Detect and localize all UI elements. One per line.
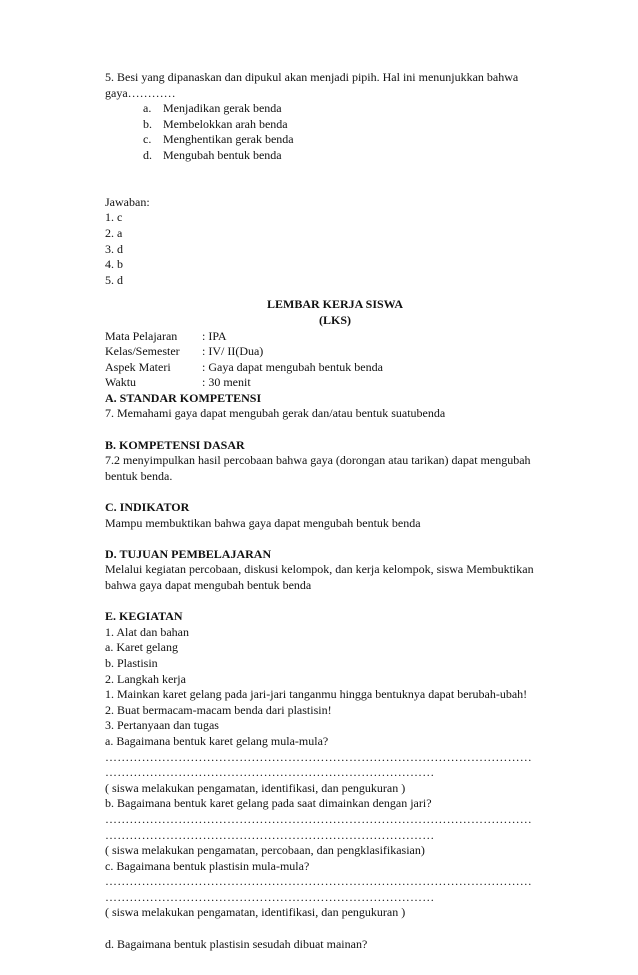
info-value: : 30 menit <box>202 375 251 390</box>
section-a-heading: A. STANDAR KOMPETENSI <box>105 390 262 405</box>
info-key: Aspek Materi <box>105 359 171 374</box>
option-d <box>105 148 565 164</box>
answer-dots: ……………………………………………………………………… <box>105 827 435 842</box>
answer-item: 4. b <box>105 257 123 272</box>
option-label: c. <box>143 132 152 147</box>
lks-title: LEMBAR KERJA SISWA <box>266 297 404 312</box>
answer-dots: …………………………………………………………………………………………… <box>105 811 532 826</box>
section-d-heading: D. TUJUAN PEMBELAJARAN <box>105 546 272 561</box>
answer-item: 5. d <box>105 272 123 287</box>
question-note: ( siswa melakukan pengamatan, identifikasi, dan pengukuran ) <box>105 780 406 795</box>
section-e-heading: E. KEGIATAN <box>105 609 183 624</box>
question-5-line1: 5. Besi yang dipanaskan dan dipukul akan menjadi pipih. Hal ini menunjukkan bahwa <box>105 70 519 84</box>
info-value: : IV/ II(Dua) <box>202 344 264 359</box>
activity-line: b. Plastisin <box>105 655 158 670</box>
info-row <box>105 360 565 376</box>
answer-item: 2. a <box>105 225 123 240</box>
activity-line: 1. Mainkan karet gelang pada jari-jari tanganmu hingga bentuknya dapat berubah-ubah! <box>105 687 528 702</box>
section-c-heading: C. INDIKATOR <box>105 500 190 515</box>
question-a: a. Bagaimana bentuk karet gelang mula-mula? <box>105 733 329 748</box>
question-note: ( siswa melakukan pengamatan, percobaan, dan pengklasifikasian) <box>105 843 425 858</box>
activity-line: 1. Alat dan bahan <box>105 624 189 639</box>
option-label: a. <box>143 101 152 116</box>
option-label: b. <box>143 116 152 131</box>
info-value: : IPA <box>202 328 227 343</box>
section-a-text: 7. Memahami gaya dapat mengubah gerak dan/atau bentuk suatubenda <box>105 406 446 421</box>
activity-line: 3. Pertanyaan dan tugas <box>105 718 219 733</box>
option-text: Mengubah bentuk benda <box>163 147 282 162</box>
lks-subtitle: (LKS) <box>318 312 351 327</box>
answer-dots: …………………………………………………………………………………………… <box>105 749 532 764</box>
section-b-line1: 7.2 menyimpulkan hasil percobaan bahwa gaya (dorongan atau tarikan) dapat mengubah <box>105 453 531 468</box>
document-page <box>105 70 565 952</box>
option-c <box>105 132 565 148</box>
activity-line: 2. Buat bermacam-macam benda dari plastisin! <box>105 702 332 717</box>
answer-item: 3. d <box>105 241 123 256</box>
option-text: Membelokkan arah benda <box>163 116 288 131</box>
question-note: ( siswa melakukan pengamatan, identifikasi, dan pengukuran ) <box>105 905 406 920</box>
question-b: b. Bagaimana bentuk karet gelang pada saat dimainkan dengan jari? <box>105 796 432 811</box>
question-d: d. Bagaimana bentuk plastisin sesudah dibuat mainan? <box>105 936 368 951</box>
answer-dots: ……………………………………………………………………… <box>105 765 435 780</box>
option-a <box>105 101 565 117</box>
info-key: Kelas/Semester <box>105 344 180 359</box>
section-b-line2: bentuk benda. <box>105 468 173 483</box>
section-c-text: Mampu membuktikan bahwa gaya dapat mengubah bentuk benda <box>105 515 421 530</box>
info-row <box>105 344 565 360</box>
info-row <box>105 329 565 345</box>
info-key: Waktu <box>105 375 137 390</box>
activity-line: a. Karet gelang <box>105 640 178 655</box>
option-label: d. <box>143 147 152 162</box>
info-key: Mata Pelajaran <box>105 328 178 343</box>
option-text: Menjadikan gerak benda <box>163 101 282 116</box>
question-5-line2: gaya………… <box>105 85 176 100</box>
section-d-line1: Melalui kegiatan percobaan, diskusi kelompok, dan kerja kelompok, siswa Membuktikan <box>105 562 534 577</box>
answer-dots: …………………………………………………………………………………………… <box>105 874 532 889</box>
option-text: Menghentikan gerak benda <box>163 132 294 147</box>
answer-dots: ……………………………………………………………………… <box>105 889 435 904</box>
section-d-line2: bahwa gaya dapat mengubah bentuk benda <box>105 578 312 592</box>
option-b <box>105 117 565 133</box>
section-b-heading: B. KOMPETENSI DASAR <box>105 437 245 452</box>
activity-line: 2. Langkah kerja <box>105 671 186 686</box>
question-c: c. Bagaimana bentuk plastisin mula-mula? <box>105 858 310 873</box>
info-row <box>105 375 565 391</box>
info-value: : Gaya dapat mengubah bentuk benda <box>202 359 383 374</box>
answer-item: 1. c <box>105 210 123 225</box>
answers-title: Jawaban: <box>105 194 150 209</box>
